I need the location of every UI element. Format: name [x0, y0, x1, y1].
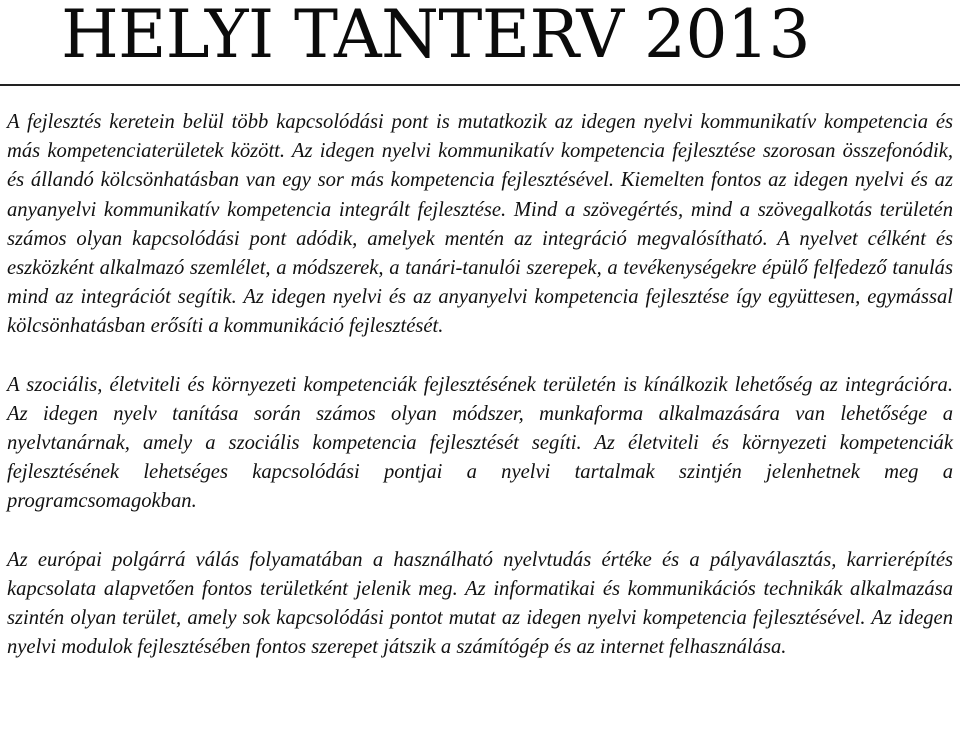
paragraph-3-text: Az európai polgárrá válás folyamatában a használható nyelvtudás értéke és a pályaválasztás, karrierépítés kapcsolata alapvetően fontos területként jelenik meg. Az informatikai és kommunikációs technikák alkalmazása szintén olyan terület, amely sok kapcsolódási pontot mutat az idegen nyelvi kompetencia fejlesztésével. Az idegen nyelvi modulok fejlesztésében fontos szerepet játszik a számítógép és az internet felhasználása. — [7, 548, 953, 659]
paragraph-3 — [7, 546, 953, 663]
paragraph-1-text: A fejlesztés keretein belül több kapcsolódási pont is mutatkozik az idegen nyelvi kommunikatív kompetencia és más kompetenciaterületek között. Az idegen nyelvi kommunikatív kompetencia fejlesztése szorosan összefonódik, és állandó kölcsönhatásban van egy sor más kompetencia fejlesztésével. Kiemelten fontos az idegen nyelvi és az anyanyelvi kommunikatív kompetencia integrált fejlesztése. Mind a szövegértés, mind a szövegalkotás területén számos olyan kapcsolódási pont adódik, amelyek mentén az integráció megvalósítható. A nyelvet célként és eszközként alkalmazó szemlélet, a módszerek, a tanári-tanulói szerepek, a tevékenységekre épülő felfedező tanulás mind az integrációt segítik. Az idegen nyelvi és az anyanyelvi kompetencia fejlesztése így együttesen, egymással kölcsönhatásban erősíti a kommunikáció fejlesztését. — [7, 111, 953, 338]
page-header — [0, 0, 960, 88]
header-divider — [0, 84, 960, 86]
document-body — [7, 108, 953, 662]
paragraph-1 — [7, 108, 953, 342]
paragraph-2 — [7, 371, 953, 517]
page-title: HELYI TANTERV 2013 — [61, 0, 810, 73]
paragraph-2-text: A szociális, életviteli és környezeti kompetenciák fejlesztésének területén is kínálkozik lehetőség az integrációra. Az idegen nyelv tanítása során számos olyan módszer, munkaforma alkalmazására van lehetősége a nyelvtanárnak, amely a szociális kompetencia fejlesztését segíti. Az életviteli és környezeti kompetenciák fejlesztésének lehetséges kapcsolódási pontjai a nyelvi tartalmak szintjén jelenhetnek meg a programcsomagokban. — [7, 373, 953, 513]
